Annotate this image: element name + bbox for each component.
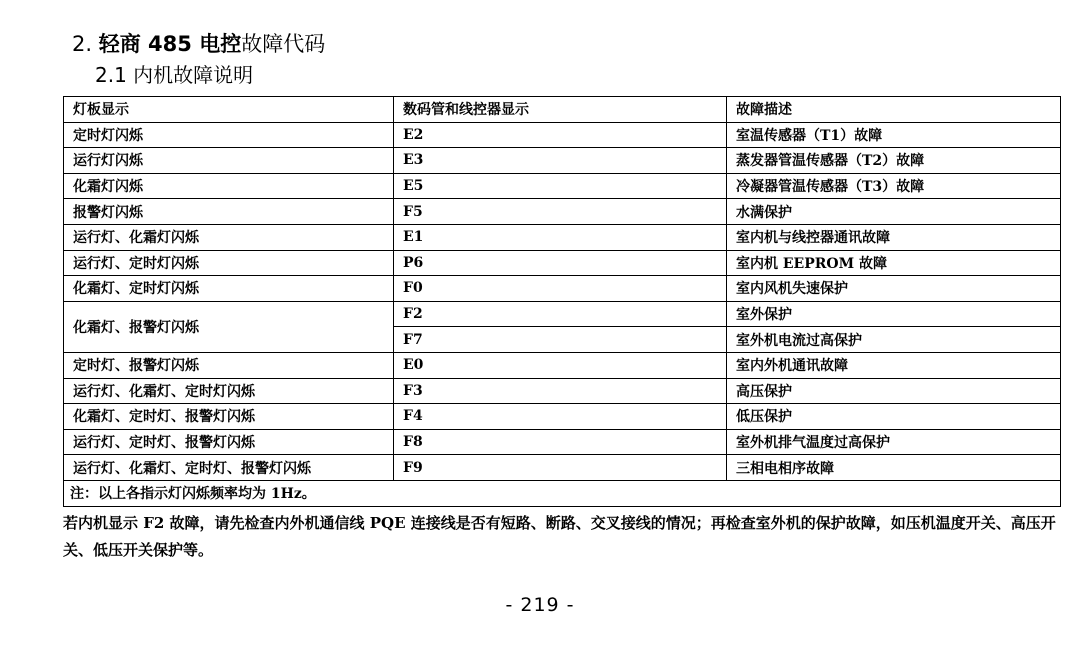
lamp-cell: 运行灯、定时灯、报警灯闪烁 (64, 429, 394, 455)
lamp-cell: 运行灯、化霜灯、定时灯闪烁 (64, 378, 394, 404)
description-cell: 室外机电流过高保护 (727, 327, 1061, 353)
lamp-cell: 定时灯、报警灯闪烁 (64, 352, 394, 378)
table-row (64, 250, 1061, 276)
lamp-cell: 运行灯、化霜灯、定时灯、报警灯闪烁 (64, 455, 394, 481)
code-cell: P6 (394, 250, 727, 276)
description-cell: 室外保护 (727, 301, 1061, 327)
table-note: 注：以上各指示灯闪烁频率均为 1Hz。 (64, 480, 1061, 506)
lamp-cell: 运行灯、化霜灯闪烁 (64, 224, 394, 250)
description-cell: 冷凝器管温传感器（T3）故障 (727, 173, 1061, 199)
lamp-cell: 定时灯闪烁 (64, 122, 394, 148)
lamp-cell: 化霜灯、定时灯闪烁 (64, 276, 394, 302)
section-heading (72, 30, 325, 58)
code-cell: E2 (394, 122, 727, 148)
table-row (64, 276, 1061, 302)
description-cell: 室内风机失速保护 (727, 276, 1061, 302)
code-cell: E3 (394, 148, 727, 174)
section-number: 2. (72, 32, 93, 56)
description-cell: 蒸发器管温传感器（T2）故障 (727, 148, 1061, 174)
description-cell: 室温传感器（T1）故障 (727, 122, 1061, 148)
header-lamp-display: 灯板显示 (64, 97, 394, 123)
table-row (64, 301, 1061, 327)
description-cell: 三相电相序故障 (727, 455, 1061, 481)
table-row (64, 224, 1061, 250)
description-cell: 室外机排气温度过高保护 (727, 429, 1061, 455)
code-cell: F2 (394, 301, 727, 327)
description-cell: 室内机与线控器通讯故障 (727, 224, 1061, 250)
table-row (64, 173, 1061, 199)
code-cell: F3 (394, 378, 727, 404)
table-row (64, 199, 1061, 225)
table-row (64, 429, 1061, 455)
description-cell: 水满保护 (727, 199, 1061, 225)
code-cell: F8 (394, 429, 727, 455)
description-cell: 高压保护 (727, 378, 1061, 404)
code-cell: E5 (394, 173, 727, 199)
section-title-rest: 故障代码 (241, 32, 326, 56)
lamp-cell: 化霜灯、定时灯、报警灯闪烁 (64, 404, 394, 430)
code-cell: F9 (394, 455, 727, 481)
code-cell: F7 (394, 327, 727, 353)
lamp-cell: 化霜灯、报警灯闪烁 (64, 301, 394, 352)
description-cell: 室内外机通讯故障 (727, 352, 1061, 378)
table-note-row (64, 480, 1061, 506)
code-cell: E0 (394, 352, 727, 378)
table-row (64, 404, 1061, 430)
code-cell: F0 (394, 276, 727, 302)
description-cell: 室内机 EEPROM 故障 (727, 250, 1061, 276)
lamp-cell: 运行灯、定时灯闪烁 (64, 250, 394, 276)
table-row (64, 148, 1061, 174)
troubleshooting-paragraph: 若内机显示 F2 故障，请先检查内外机通信线 PQE 连接线是否有短路、断路、交叉接线的情况；再检查室外机的保护故障，如压机温度开关、高压开关、低压开关保护等。 (63, 514, 1056, 559)
code-cell: E1 (394, 224, 727, 250)
header-fault-description: 故障描述 (727, 97, 1061, 123)
lamp-cell: 报警灯闪烁 (64, 199, 394, 225)
fault-code-table (63, 96, 1061, 507)
table-row (64, 352, 1061, 378)
page-number: - 219 - (505, 594, 575, 616)
description-cell: 低压保护 (727, 404, 1061, 430)
code-cell: F4 (394, 404, 727, 430)
lamp-cell: 运行灯闪烁 (64, 148, 394, 174)
table-header-row (64, 97, 1061, 123)
header-code-display: 数码管和线控器显示 (394, 97, 727, 123)
table-row (64, 455, 1061, 481)
lamp-cell: 化霜灯闪烁 (64, 173, 394, 199)
table-row (64, 378, 1061, 404)
table-row (64, 122, 1061, 148)
subsection-heading: 2.1 内机故障说明 (95, 63, 254, 87)
section-title-bold: 轻商 485 电控 (98, 32, 242, 56)
code-cell: F5 (394, 199, 727, 225)
